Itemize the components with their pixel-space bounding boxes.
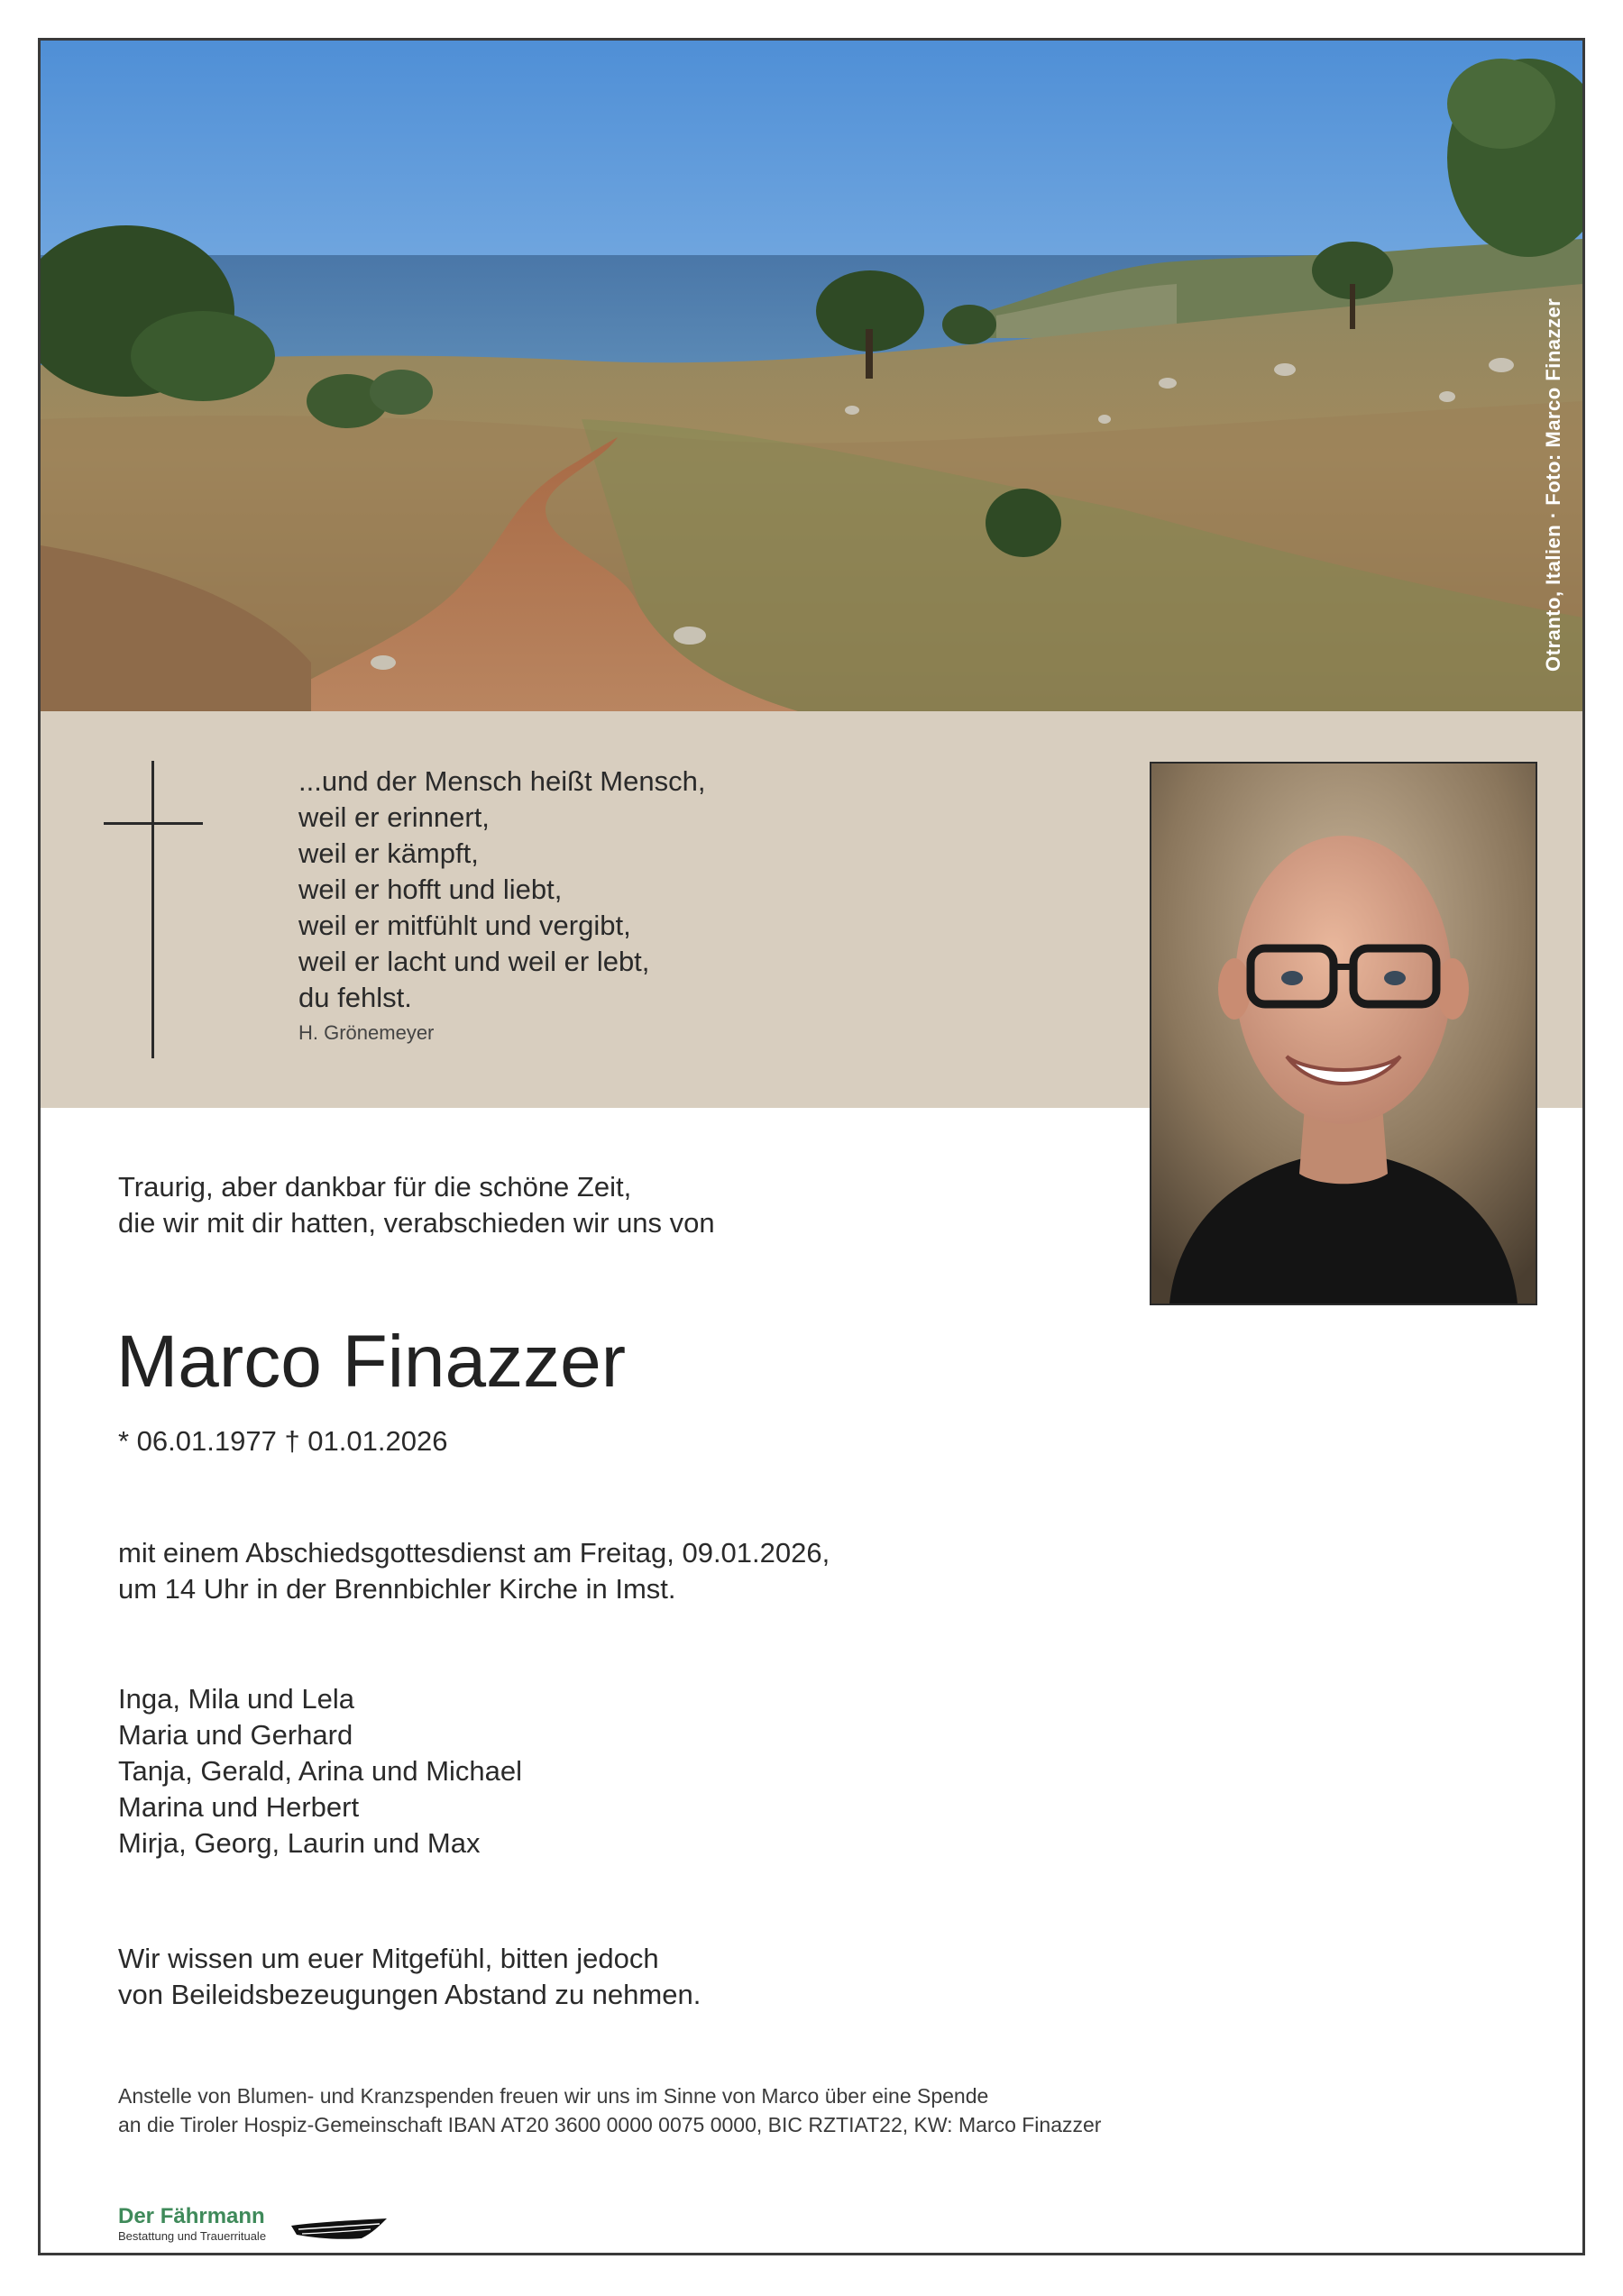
poem-line: weil er lacht und weil er lebt,	[298, 946, 650, 977]
intro-text	[118, 1169, 715, 1241]
intro-line: die wir mit dir hatten, verabschieden wir uns von	[118, 1207, 715, 1239]
cross-icon	[104, 761, 203, 1058]
donation-info	[118, 2081, 1101, 2139]
logo-subtitle: Bestattung und Trauerrituale	[118, 2229, 267, 2243]
donation-line: an die Tiroler Hospiz-Gemeinschaft IBAN AT20 3600 0000 0075 0000, BIC RZTIAT22, KW: Marco Finazzer	[118, 2113, 1102, 2136]
life-dates: * 06.01.1977 † 01.01.2026	[118, 1425, 448, 1457]
family-line: Tanja, Gerald, Arina und Michael	[118, 1755, 523, 1787]
family-list	[118, 1681, 522, 1861]
poem-line: weil er mitfühlt und vergibt,	[298, 910, 631, 941]
poem-line: du fehlst.	[298, 982, 412, 1013]
service-line: um 14 Uhr in der Brennbichler Kirche in Imst.	[118, 1573, 676, 1605]
poem-line: ...und der Mensch heißt Mensch,	[298, 765, 706, 797]
service-info	[118, 1535, 830, 1607]
landscape-photo	[41, 41, 1582, 711]
family-line: Mirja, Georg, Laurin und Max	[118, 1827, 481, 1859]
logo-name: Der Fährmann	[118, 2204, 265, 2228]
intro-line: Traurig, aber dankbar für die schöne Zeit,	[118, 1171, 632, 1203]
poem-line: weil er kämpft,	[298, 837, 479, 869]
deceased-name: Marco Finazzer	[116, 1321, 627, 1403]
poem	[298, 764, 705, 1045]
photo-credit: Otranto, Italien · Foto: Marco Finazzer	[1542, 297, 1564, 672]
donation-line: Anstelle von Blumen- und Kranzspenden freuen wir uns im Sinne von Marco über eine Spende	[118, 2084, 989, 2108]
family-line: Marina und Herbert	[118, 1791, 360, 1823]
obituary-card	[38, 38, 1585, 2255]
family-line: Maria und Gerhard	[118, 1719, 353, 1751]
poem-line: weil er erinnert,	[298, 801, 490, 833]
note-line: von Beileidsbezeugungen Abstand zu nehmen.	[118, 1979, 701, 2010]
portrait-photo	[1150, 762, 1537, 1305]
funeral-home-logo	[118, 2204, 266, 2244]
service-line: mit einem Abschiedsgottesdienst am Freitag, 09.01.2026,	[118, 1537, 830, 1569]
poem-line: weil er hofft und liebt,	[298, 874, 563, 905]
note-line: Wir wissen um euer Mitgefühl, bitten jedoch	[118, 1943, 659, 1974]
poem-author: H. Grönemeyer	[298, 1021, 435, 1044]
family-line: Inga, Mila und Lela	[118, 1683, 354, 1715]
boat-icon	[289, 2213, 389, 2246]
condolence-note	[118, 1941, 701, 2013]
